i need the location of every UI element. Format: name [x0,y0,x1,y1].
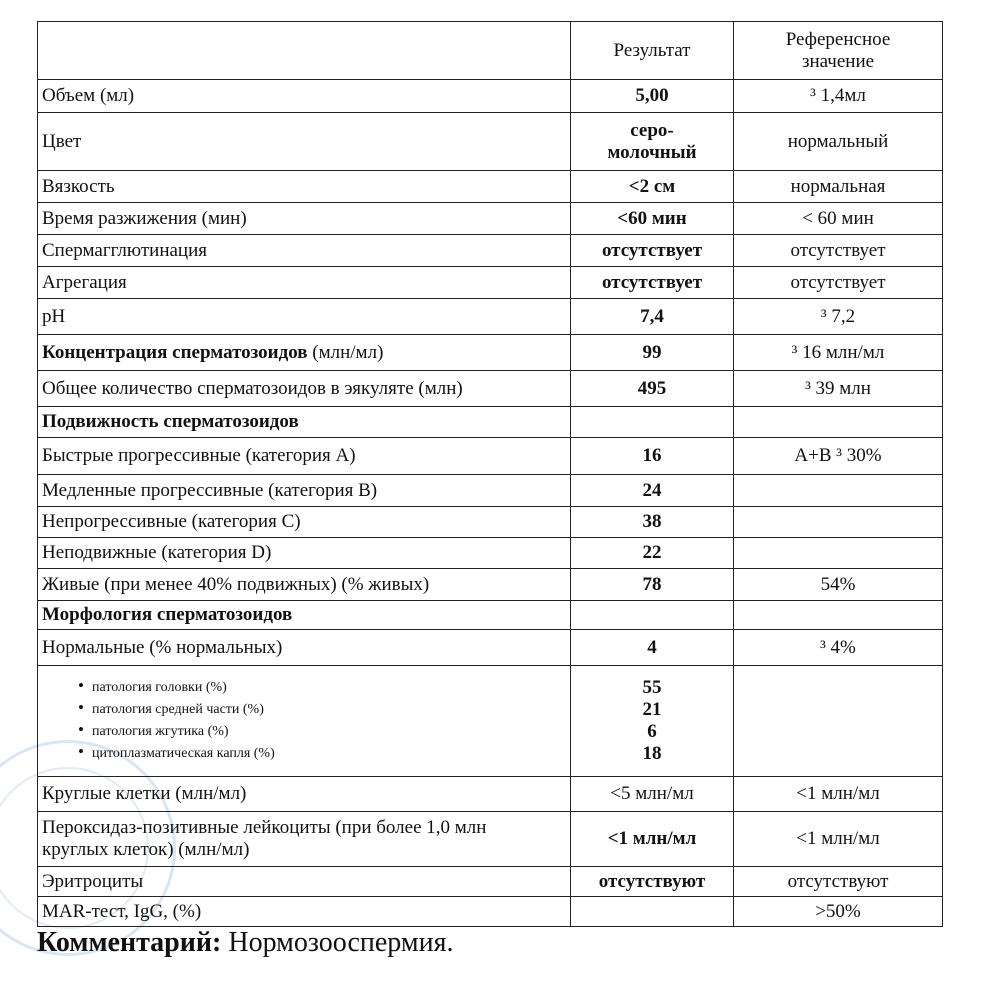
param-name: Эритроциты [38,867,571,897]
comment-label: Комментарий: [37,927,222,958]
param-reference: >50% [734,897,943,927]
param-reference: нормальный [734,113,943,171]
list-item: • патология головки (%) [42,677,566,699]
header-result: Результат [571,22,734,80]
param-reference: ³ 16 млн/мл [734,335,943,371]
param-result: <2 см [571,171,734,203]
param-result: 78 [571,569,734,601]
param-name: Непрогрессивные (категория С) [38,507,571,538]
list-item: • цитоплазматическая капля (%) [42,743,566,765]
table-row [38,80,943,113]
param-result: 7,4 [571,299,734,335]
table-row [38,267,943,299]
param-name: Неподвижные (категория D) [38,538,571,569]
table-header-row [38,22,943,80]
param-result: 495 [571,371,734,407]
param-result: 5,00 [571,80,734,113]
param-reference: 54% [734,569,943,601]
table-row [38,897,943,927]
section-row-motility [38,407,943,438]
table-row [38,438,943,475]
param-reference: < 60 мин [734,203,943,235]
table-row [38,867,943,897]
param-result: 38 [571,507,734,538]
section-title: Морфология сперматозоидов [38,601,571,630]
table-row [38,335,943,371]
param-reference [734,666,943,777]
param-reference: А+В ³ 30% [734,438,943,475]
param-name: Пероксидаз-позитивные лейкоциты (при более 1,0 млн круглых клеток) (млн/мл) [38,812,571,867]
param-result: <1 млн/мл [571,812,734,867]
param-result [571,601,734,630]
list-item: • патология средней части (%) [42,699,566,721]
table-row [38,507,943,538]
param-reference: нормальная [734,171,943,203]
param-name: Круглые клетки (млн/мл) [38,777,571,812]
pathology-list [38,666,571,777]
table-row [38,812,943,867]
param-name: Медленные прогрессивные (категория В) [38,475,571,507]
param-name: MAR-тест, IgG, (%) [38,897,571,927]
param-name: Объем (мл) [38,80,571,113]
param-reference: отсутствует [734,235,943,267]
param-result [571,407,734,438]
param-result: 99 [571,335,734,371]
analysis-results-table [37,21,943,927]
param-result: 24 [571,475,734,507]
param-result: серо- молочный [571,113,734,171]
param-result [571,897,734,927]
param-reference: <1 млн/мл [734,812,943,867]
param-reference: отсутствуют [734,867,943,897]
param-reference [734,407,943,438]
param-name: Живые (при менее 40% подвижных) (% живых) [38,569,571,601]
table-row [38,538,943,569]
header-parameter [38,22,571,80]
header-reference: Референсное значение [734,22,943,80]
param-name: Нормальные (% нормальных) [38,630,571,666]
param-reference: отсутствует [734,267,943,299]
pathology-subrows [38,666,943,777]
param-result: 4 [571,630,734,666]
param-reference [734,507,943,538]
table-row [38,171,943,203]
table-row [38,371,943,407]
conclusion-comment [37,927,453,959]
table-row [38,777,943,812]
param-result: 16 [571,438,734,475]
param-result: отсутствует [571,235,734,267]
section-title: Подвижность сперматозоидов [38,407,571,438]
table-row [38,630,943,666]
param-result: <5 млн/мл [571,777,734,812]
param-reference [734,538,943,569]
param-reference: ³ 39 млн [734,371,943,407]
param-name: Время разжижения (мин) [38,203,571,235]
param-name: Вязкость [38,171,571,203]
section-row-morphology [38,601,943,630]
param-name: Общее количество сперматозоидов в эякуляте (млн) [38,371,571,407]
param-result: 22 [571,538,734,569]
table-row [38,203,943,235]
param-name: Цвет [38,113,571,171]
list-item: • патология жгутика (%) [42,721,566,743]
param-name: Концентрация сперматозоидов (млн/мл) [38,335,571,371]
table-row [38,299,943,335]
table-row [38,235,943,267]
comment-text: Нормозооспермия. [221,927,454,958]
table-row [38,475,943,507]
param-name: Спермагглютинация [38,235,571,267]
param-reference [734,601,943,630]
param-result: <60 мин [571,203,734,235]
param-reference: ³ 1,4мл [734,80,943,113]
param-reference: ³ 7,2 [734,299,943,335]
pathology-results: 55 21 6 18 [571,666,734,777]
param-name: pH [38,299,571,335]
param-reference [734,475,943,507]
param-name: Быстрые прогрессивные (категория А) [38,438,571,475]
table-row [38,569,943,601]
param-name: Агрегация [38,267,571,299]
table-row [38,113,943,171]
param-result: отсутствуют [571,867,734,897]
param-reference: ³ 4% [734,630,943,666]
param-reference: <1 млн/мл [734,777,943,812]
param-result: отсутствует [571,267,734,299]
